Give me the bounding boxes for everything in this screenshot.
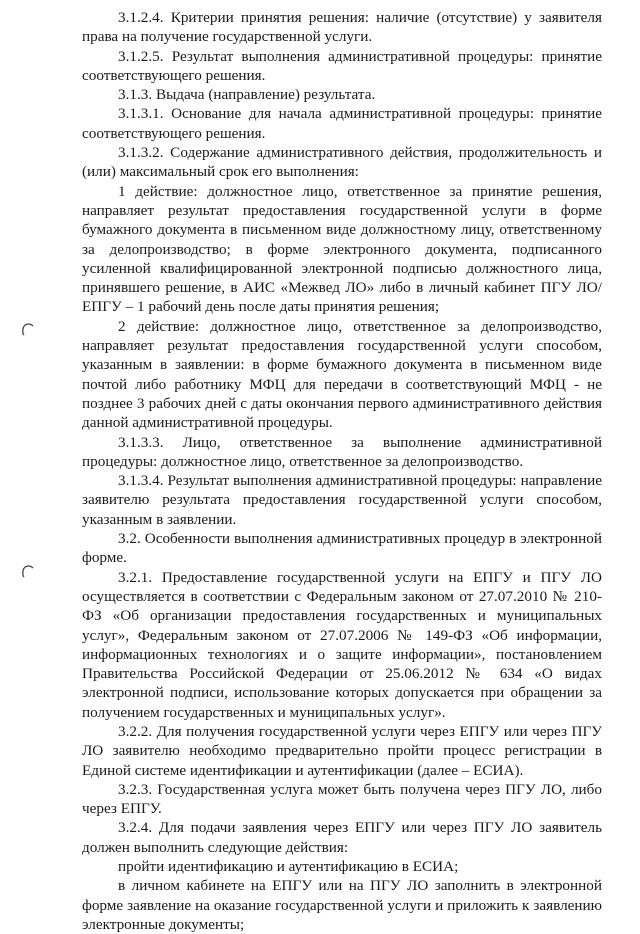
punch-hole-mark-upper	[20, 322, 36, 338]
paragraph-3-2: 3.2. Особенности выполнения административных процедур в электронной форме.	[82, 530, 602, 567]
paragraph-step-cabinet: в личном кабинете на ЕПГУ или на ПГУ ЛО заполнить в электронной форме заявление на оказание государственной услуги и приложить к заявлению электронные документы;	[82, 877, 602, 933]
paragraph-3-1-3-2: 3.1.3.2. Содержание административного действия, продолжительность и (или) максимальный срок его выполнения:	[82, 144, 602, 181]
document-page	[82, 8, 602, 934]
paragraph-3-2-1: 3.2.1. Предоставление государственной услуги на ЕПГУ и ПГУ ЛО осуществляется в соответствии с Федеральным законом от 27.07.2010 № 210-ФЗ «Об организации предоставления государственных и муниципальных услуг», Федеральным законом от 27.07.2006 № 149-ФЗ «Об информации, информационных технологиях и о защите информации», постановлением Правительства Российской Федерации от 25.06.2012 № 634 «О видах электронной подписи, использование которых допускается при обращении за получением государственных и муниципальных услуг».	[82, 568, 602, 721]
paragraph-3-2-4: 3.2.4. Для подачи заявления через ЕПГУ или через ПГУ ЛО заявитель должен выполнить следующие действия:	[82, 819, 602, 856]
paragraph-step-esia: пройти идентификацию и аутентификацию в ЕСИА;	[118, 858, 459, 876]
paragraph-3-2-3: 3.2.3. Государственная услуга может быть получена через ПГУ ЛО, либо через ЕПГУ.	[82, 780, 602, 818]
punch-hole-mark-lower	[20, 564, 36, 580]
paragraph-3-1-3: 3.1.3. Выдача (направление) результата.	[118, 86, 376, 104]
paragraph-3-1-2-4: 3.1.2.4. Критерии принятия решения: наличие (отсутствие) у заявителя права на получение государственной услуги.	[82, 9, 602, 46]
paragraph-3-1-3-4: 3.1.3.4. Результат выполнения административной процедуры: направление заявителю результата предоставления государственной услуги способом, указанным в заявлении.	[82, 472, 602, 528]
paragraph-3-1-3-3: 3.1.3.3. Лицо, ответственное за выполнение административной процедуры: должностное лицо, ответственное за делопроизводство.	[82, 433, 602, 470]
paragraph-3-1-3-1: 3.1.3.1. Основание для начала административной процедуры: принятие соответствующего решения.	[82, 105, 602, 142]
paragraph-3-2-2: 3.2.2. Для получения государственной услуги через ЕПГУ или через ПГУ ЛО заявителю необходимо предварительно пройти процесс регистрации в Единой системе идентификации и аутентификации (далее – ЕСИА).	[82, 722, 602, 779]
paragraph-3-1-2-5: 3.1.2.5. Результат выполнения административной процедуры: принятие соответствующего решения.	[82, 47, 602, 84]
paragraph-action-2: 2 действие: должностное лицо, ответственное за делопроизводство, направляет результат предоставления государственной услуги способом, указанным в заявлении: в форме бумажного документа в письменном виде почтой либо работнику МФЦ для передачи в соответствующий МФЦ - не позднее 3 рабочих дней с даты окончания первого административного действия данной административной процедуры.	[82, 317, 602, 432]
paragraph-action-1: 1 действие: должностное лицо, ответственное за принятие решения, направляет результат предоставления государственной услуги в форме бумажного документа в письменном виде должностному лицу, ответственному за делопроизводство; в форме электронного документа, подписанного усиленной квалифицированной электронной подписью должностного лица, принявшего решение, в АИС «Межвед ЛО» либо в личный кабинет ПГУ ЛО/ЕПГУ – 1 рабочий день после даты принятия решения;	[82, 182, 602, 316]
